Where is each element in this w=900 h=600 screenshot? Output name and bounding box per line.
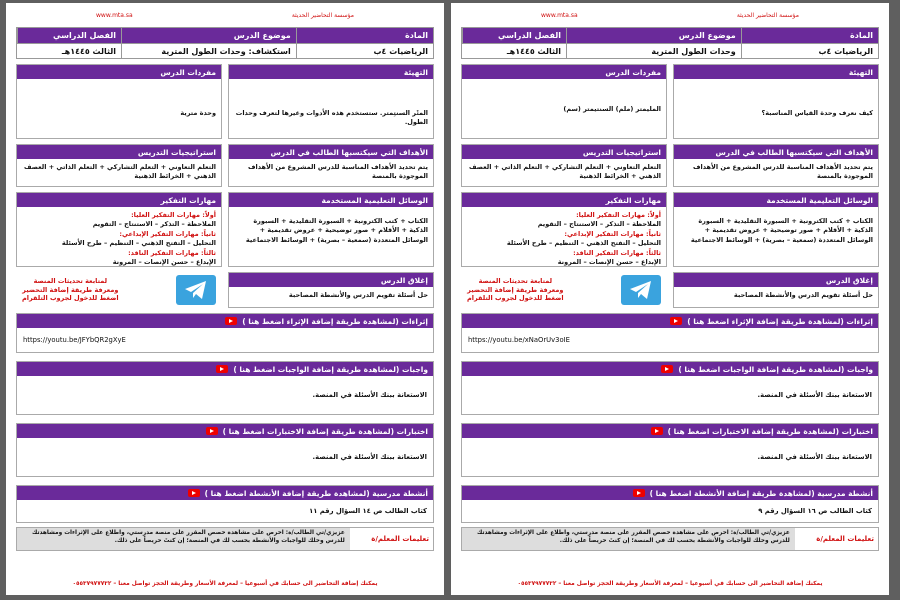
telegram-icon[interactable]: [176, 275, 216, 305]
skill-heading: أولاً: مهارات التفكير العليا:: [576, 211, 661, 219]
term-value: الثالث ١٤٤٥هـ: [462, 43, 566, 58]
homework-section: [461, 361, 879, 415]
subject-label: المادة: [741, 28, 878, 43]
notes-label: تعليمات المعلم/ة: [371, 535, 429, 543]
vocab-text: وحدة مترية: [180, 109, 216, 117]
vocab-text: المليمتر (ملم) السنتيمتر (سم): [563, 105, 661, 113]
term-value: الثالث ١٤٤٥هـ: [17, 43, 121, 58]
skill-text: الملاحظة – التذكر – الاستنتاج – التقويم: [537, 220, 661, 229]
telegram-icon[interactable]: [621, 275, 661, 305]
promo-line: لمتابعة تحديثات المنصة: [33, 277, 108, 286]
promo-line: ومعرفة طريقة إضافة التحضير: [22, 285, 119, 294]
topic-label: موضوع الدرس: [121, 28, 296, 43]
activities-title[interactable]: [462, 486, 878, 500]
tests-text: الاستعانة ببنك الأسئلة في المنصة.: [757, 453, 872, 461]
enrichment-title[interactable]: [462, 314, 878, 328]
closing-box: [228, 272, 434, 308]
tools-text: الكتاب + كتب الكترونية + السبورة التقليدية + السبورة الذكية + الأقلام + صور توضيحية + عروض تقديمية + الوسائل المتعددة (سمعية – بصرية) + الوسائط الاجتماعية: [690, 217, 873, 244]
goals-text: يتم تحديد الأهداف المناسبة للدرس المشروع من الأهداف الموجودة بالمنصة: [692, 163, 873, 181]
tests-title-text: اختبارات (لمشاهدة طريقة إضافة الاختبارات اضغط هنا ): [667, 426, 873, 436]
tests-text: الاستعانة ببنك الأسئلة في المنصة.: [312, 453, 427, 461]
homework-title-text: واجبات (لمشاهدة طريقة إضافة الواجبات اضغط هنا ): [233, 364, 428, 374]
skill-heading: ثالثاً: مهارات التفكير الناقد:: [128, 248, 216, 257]
promo-text[interactable]: [22, 277, 119, 302]
org-name: مؤسسة التحاضير الحديثة: [291, 11, 354, 19]
homework-title[interactable]: [462, 362, 878, 376]
skill-text: التحليل – التفتح الذهني – التنظيم – طرح الأسئلة: [61, 239, 216, 248]
closing-text: حل أسئلة تقويم الدرس والأنشطة المصاحبة: [733, 291, 873, 299]
skill-text: الإبداع – حسن الإنصات – المرونة: [557, 258, 661, 267]
tools-box: [673, 192, 879, 267]
homework-section: [16, 361, 434, 415]
page-topline: [16, 9, 434, 21]
subject-value: الرياضيات ٤ب: [741, 43, 878, 58]
activities-title[interactable]: [17, 486, 433, 500]
enrichment-section: [461, 313, 879, 353]
telegram-promo[interactable]: [461, 272, 667, 308]
strategies-text: التعلم التعاوني + التعلم التشاركي + التعلم الذاتي + العصف الذهني + الخرائط الذهنية: [23, 163, 216, 181]
promo-text[interactable]: [467, 277, 564, 302]
skill-text: الملاحظة – التذكر – الاستنتاج – التقويم: [92, 220, 216, 229]
page-footer: يمكنك إضافة التحاضير الى حسابك في أسبوعيا – لمعرفة الأسعار وطريقة الحجز تواصل معنا – ٠٥٥٣٧٩٧٧٧٣٢: [72, 581, 378, 587]
term-label: الفصل الدراسي: [462, 28, 566, 43]
topic-value: وحدات الطول المترية: [566, 43, 741, 58]
youtube-icon[interactable]: [206, 427, 218, 435]
enrichment-title-text: إثراءات (لمشاهدة طريقة إضافة الإثراء اضغط هنا ): [687, 316, 873, 326]
homework-text: الاستعانة ببنك الأسئلة في المنصة.: [312, 391, 427, 399]
skill-heading: ثانياً: مهارات التفكير الإبداعي:: [564, 229, 661, 238]
promo-line: ومعرفة طريقة إضافة التحضير: [467, 285, 564, 294]
closing-text: حل أسئلة تقويم الدرس والأنشطة المصاحبة: [288, 291, 428, 299]
goals-title: الأهداف التي سيكتسبها الطالب في الدرس: [229, 145, 433, 159]
intro-title: التهيئة: [674, 65, 878, 79]
youtube-icon[interactable]: [651, 427, 663, 435]
strategies-title: استراتيجيات التدريس: [17, 145, 221, 159]
skills-list: [462, 207, 666, 272]
page-footer: يمكنك إضافة التحاضير الى حسابك في أسبوعيا – لمعرفة الأسعار وطريقة الحجز تواصل معنا – ٠٥٥٣٧٩٧٧٧٣٢: [517, 581, 823, 587]
notes-text: عزيزي/تي الطالب/ة: احرص على مشاهدة حصص المقرر على منصة مدرستي، واطلاع على الإثراءات ومشاهدتك للدرس وحلك للواجبات والأنشطة بحسب لك في المنصة؛ إن كنتَ حريصاً على ذلك.: [462, 528, 795, 550]
notes-text: عزيزي/تي الطالب/ة: احرص على مشاهدة حصص المقرر على منصة مدرستي، واطلاع على الإثراءات ومشاهدتك للدرس وحلك للواجبات والأنشطة بحسب لك في المنصة؛ إن كنتَ حريصاً على ذلك.: [17, 528, 350, 550]
skill-heading: أولاً: مهارات التفكير العليا:: [131, 211, 216, 219]
goals-text: يتم تحديد الأهداف المناسبة للدرس المشروع من الأهداف الموجودة بالمنصة: [247, 163, 428, 181]
strategies-text: التعلم التعاوني + التعلم التشاركي + التعلم الذاتي + العصف الذهني + الخرائط الذهنية: [468, 163, 661, 181]
org-name: مؤسسة التحاضير الحديثة: [736, 11, 799, 19]
promo-line: اضغط للدخول لجروب التلقرام: [467, 294, 564, 303]
promo-line: لمتابعة تحديثات المنصة: [478, 277, 553, 286]
goals-title: الأهداف التي سيكتسبها الطالب في الدرس: [674, 145, 878, 159]
goals-box: [228, 144, 434, 187]
skills-title: مهارات التفكير: [462, 193, 666, 207]
tools-title: الوسائل التعليمية المستخدمة: [229, 193, 433, 207]
topic-label: موضوع الدرس: [566, 28, 741, 43]
skill-text: الإبداع – حسن الإنصات – المرونة: [112, 258, 216, 267]
enrichment-title[interactable]: [17, 314, 433, 328]
page-topline: [461, 9, 879, 21]
term-label: الفصل الدراسي: [17, 28, 121, 43]
intro-text: كيف نعرف وحدة القياس المناسبة؟: [761, 109, 873, 117]
tools-box: [228, 192, 434, 267]
skill-text: التحليل – التفتح الذهني – التنظيم – طرح الأسئلة: [506, 239, 661, 248]
subject-value: الرياضيات ٤ب: [296, 43, 433, 58]
skill-heading: ثالثاً: مهارات التفكير الناقد:: [573, 248, 661, 257]
vocab-title: مفردات الدرس: [17, 65, 221, 79]
activities-text: كتاب الطالب ص ١٤ السؤال رقم ١١: [309, 507, 427, 515]
activities-section: [16, 485, 434, 523]
topic-value: استكشاف: وحدات الطول المترية: [121, 43, 296, 58]
skills-box: [461, 192, 667, 267]
intro-text: المتْر السنتِمتر. ستستخدم هذه الأدوات وغيرها لتعرف وحدات الطول.: [235, 109, 428, 127]
enrichment-link[interactable]: https://youtu.be/xNaOrUv3oIE: [468, 336, 570, 344]
intro-title: التهيئة: [229, 65, 433, 79]
promo-line: اضغط للدخول لجروب التلقرام: [22, 294, 119, 303]
activities-text: كتاب الطالب ص ١٦ السؤال رقم ٩: [758, 507, 872, 515]
youtube-icon[interactable]: [633, 489, 645, 497]
goals-box: [673, 144, 879, 187]
tools-title: الوسائل التعليمية المستخدمة: [674, 193, 878, 207]
intro-box: [673, 64, 879, 139]
enrichment-title-text: إثراءات (لمشاهدة طريقة إضافة الإثراء اضغط هنا ): [242, 316, 428, 326]
activities-title-text: أنشطة مدرسية (لمشاهدة طريقة إضافة الأنشطة اضغط هنا ): [649, 488, 873, 498]
closing-title: إغلاق الدرس: [674, 273, 878, 287]
lesson-header-table: [16, 27, 434, 59]
closing-box: [673, 272, 879, 308]
enrichment-section: [16, 313, 434, 353]
lesson-grid: [16, 64, 434, 313]
skill-heading: ثانياً: مهارات التفكير الإبداعي:: [119, 229, 216, 238]
skills-title: مهارات التفكير: [17, 193, 221, 207]
homework-text: الاستعانة ببنك الأسئلة في المنصة.: [757, 391, 872, 399]
strategies-box: [16, 144, 222, 187]
lesson-page-right: [451, 3, 889, 595]
teacher-notes: [16, 527, 434, 551]
homework-title[interactable]: [17, 362, 433, 376]
lesson-grid: [461, 64, 879, 313]
lesson-header-table: [461, 27, 879, 59]
tests-section: [461, 423, 879, 477]
site-link[interactable]: www.mta.sa: [96, 11, 133, 19]
telegram-promo[interactable]: [16, 272, 222, 308]
site-link[interactable]: www.mta.sa: [541, 11, 578, 19]
activities-section: [461, 485, 879, 523]
youtube-icon[interactable]: [670, 317, 682, 325]
skills-list: [17, 207, 221, 272]
tests-section: [16, 423, 434, 477]
strategies-box: [461, 144, 667, 187]
intro-box: [228, 64, 434, 139]
tests-title[interactable]: [17, 424, 433, 438]
youtube-icon[interactable]: [188, 489, 200, 497]
youtube-icon[interactable]: [216, 365, 228, 373]
homework-title-text: واجبات (لمشاهدة طريقة إضافة الواجبات اضغط هنا ): [678, 364, 873, 374]
tests-title[interactable]: [462, 424, 878, 438]
tests-title-text: اختبارات (لمشاهدة طريقة إضافة الاختبارات اضغط هنا ): [222, 426, 428, 436]
subject-label: المادة: [296, 28, 433, 43]
vocab-box: [461, 64, 667, 139]
teacher-notes: [461, 527, 879, 551]
vocab-title: مفردات الدرس: [462, 65, 666, 79]
tools-text: الكتاب + كتب الكترونية + السبورة التقليدية + السبورة الذكية + الأقلام + صور توضيحية + عروض تقديمية + الوسائل المتعددة (سمعية – بصرية) + الوسائط الاجتماعية: [245, 217, 428, 244]
lesson-page-left: [6, 3, 444, 595]
skills-box: [16, 192, 222, 267]
closing-title: إغلاق الدرس: [229, 273, 433, 287]
activities-title-text: أنشطة مدرسية (لمشاهدة طريقة إضافة الأنشطة اضغط هنا ): [204, 488, 428, 498]
notes-label: تعليمات المعلم/ة: [816, 535, 874, 543]
vocab-box: [16, 64, 222, 139]
enrichment-link[interactable]: https://youtu.be/JFYbQR2gXyE: [23, 336, 126, 344]
youtube-icon[interactable]: [225, 317, 237, 325]
strategies-title: استراتيجيات التدريس: [462, 145, 666, 159]
youtube-icon[interactable]: [661, 365, 673, 373]
